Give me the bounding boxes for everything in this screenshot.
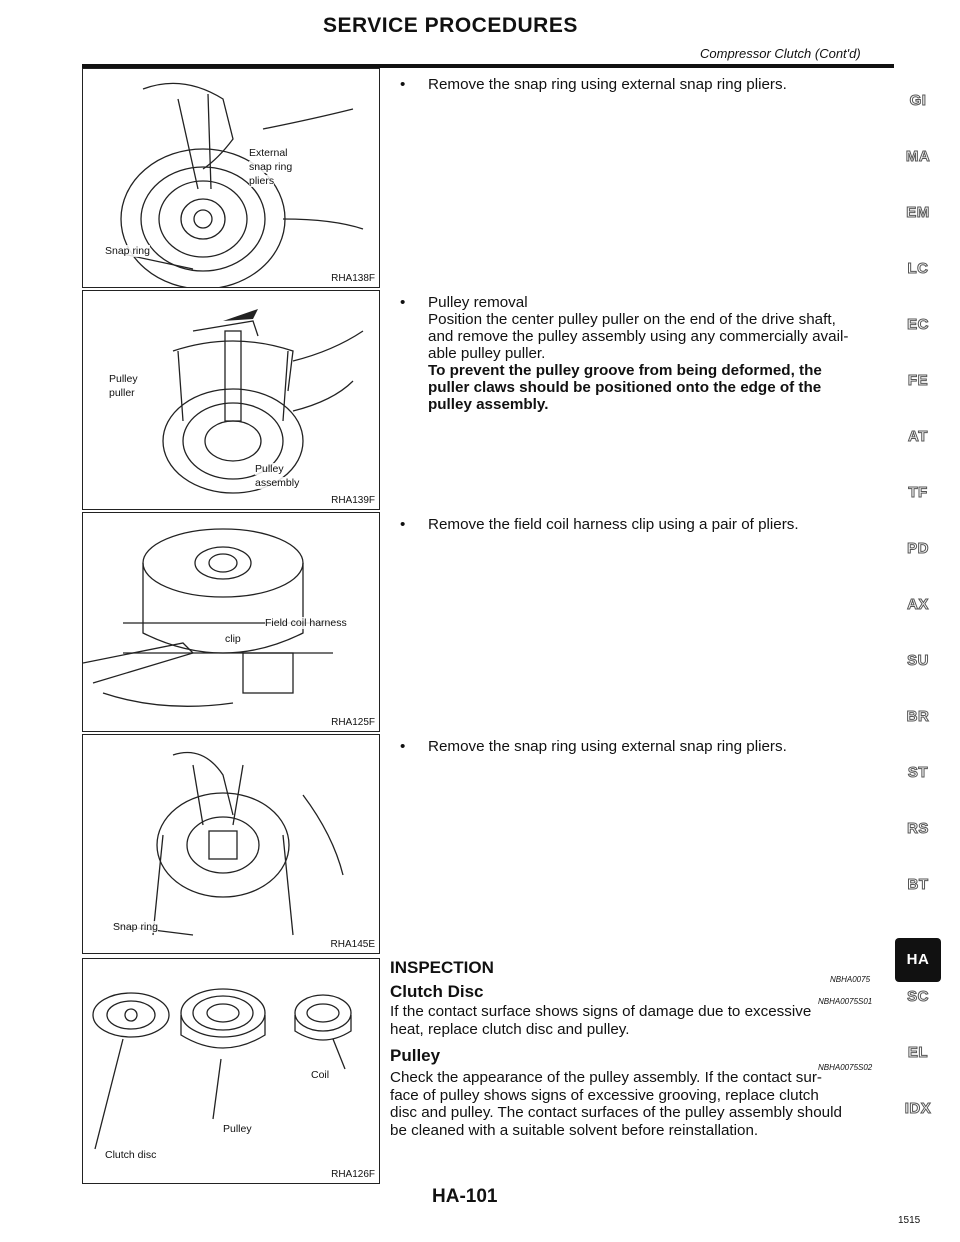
pulley-ref: NBHA0075S02 [818, 1063, 873, 1072]
figure-snap-ring-removal-2 [82, 734, 380, 954]
tab-ec[interactable]: EC [907, 316, 929, 333]
label-external: External [249, 147, 288, 159]
tab-el[interactable]: EL [907, 1044, 929, 1061]
section-subtitle: Compressor Clutch (Cont'd) [700, 46, 861, 61]
tab-at[interactable]: AT [908, 428, 928, 445]
step-line: Position the center pulley puller on the end of the drive shaft, [428, 311, 836, 328]
step-text: Remove the field coil harness clip using a pair of pliers. [428, 516, 799, 533]
label-puller: puller [109, 387, 135, 399]
step-warning: To prevent the pulley groove from being deformed, the [428, 362, 822, 379]
step-text: Remove the snap ring using external snap ring pliers. [428, 738, 787, 755]
clutch-disc-ref: NBHA0075S01 [818, 997, 873, 1006]
label-pliers: pliers [249, 175, 275, 187]
paragraph-line: Check the appearance of the pulley assembly. If the contact sur- [390, 1069, 822, 1086]
page-code: HA-101 [432, 1186, 498, 1207]
step-remove-harness-clip [400, 516, 890, 533]
step-heading: Pulley removal [428, 294, 528, 311]
label-snap-ring-1: snap ring [249, 161, 293, 173]
figure-pulley-removal [82, 290, 380, 510]
inspection-heading: INSPECTION [390, 958, 494, 977]
clutch-disc-text [390, 1003, 880, 1038]
figure-code: RHA145E [330, 939, 375, 950]
label-coil: Coil [311, 1069, 330, 1081]
bullet: • [400, 516, 406, 533]
tab-bt[interactable]: BT [907, 876, 929, 893]
label-pulley: Pulley [109, 373, 138, 385]
figure-field-coil-harness [82, 512, 380, 732]
figure-code: RHA126F [331, 1169, 375, 1180]
label-pulley-2: Pulley [255, 463, 284, 475]
section-tabs [893, 92, 943, 1156]
tab-ma[interactable]: MA [905, 148, 931, 165]
tab-tf[interactable]: TF [908, 484, 928, 501]
page-number: 1515 [898, 1215, 921, 1226]
bullet: • [400, 738, 406, 755]
label-clip: clip [225, 633, 241, 645]
bullet: • [400, 294, 406, 311]
step-text: Remove the snap ring using external snap ring pliers. [428, 76, 787, 93]
label-snap-ring: Snap ring [105, 245, 150, 257]
tab-idx[interactable]: IDX [904, 1100, 932, 1117]
tab-fe[interactable]: FE [907, 372, 929, 389]
tab-ax[interactable]: AX [907, 596, 929, 613]
step-line: able pulley puller. [428, 345, 546, 362]
paragraph-line: disc and pulley. The contact surfaces of the pulley assembly should [390, 1104, 842, 1121]
label-snap-ring: Snap ring [113, 921, 158, 933]
figure-code: RHA125F [331, 717, 375, 728]
tab-pd[interactable]: PD [907, 540, 929, 557]
bullet: • [400, 76, 406, 93]
paragraph-line: face of pulley shows signs of excessive grooving, replace clutch [390, 1086, 819, 1104]
tab-br[interactable]: BR [906, 708, 930, 725]
paragraph-line: If the contact surface shows signs of damage due to excessive [390, 1003, 812, 1020]
step-pulley-removal [400, 294, 890, 413]
figure-snap-ring-removal [82, 68, 380, 288]
paragraph-line: be cleaned with a suitable solvent before reinstallation. [390, 1121, 759, 1139]
step-line: and remove the pulley assembly using any commercially avail- [428, 328, 849, 345]
label-clutch-disc: Clutch disc [105, 1149, 157, 1161]
tab-st[interactable]: ST [907, 764, 929, 781]
tab-sc[interactable]: SC [907, 988, 929, 1005]
page-title: SERVICE PROCEDURES [323, 14, 578, 37]
step-remove-snap-ring [400, 76, 890, 93]
figure-clutch-parts [82, 958, 380, 1184]
pulley-text [390, 1069, 880, 1139]
figure-code: RHA139F [331, 495, 375, 506]
figure-illustration [83, 291, 379, 509]
pulley-heading: Pulley [390, 1046, 441, 1065]
tab-gi[interactable]: GI [909, 92, 927, 109]
clutch-disc-heading: Clutch Disc [390, 982, 484, 1001]
tab-ha[interactable]: HA [895, 938, 941, 982]
step-warning: pulley assembly. [428, 396, 549, 413]
label-field-coil-harness: Field coil harness [265, 617, 347, 629]
tab-rs[interactable]: RS [907, 820, 929, 837]
paragraph-line: heat, replace clutch disc and pulley. [390, 1020, 630, 1038]
tab-lc[interactable]: LC [907, 260, 929, 277]
step-remove-snap-ring-2 [400, 738, 890, 755]
step-warning: puller claws should be positioned onto the edge of the [428, 379, 822, 396]
figure-code: RHA138F [331, 273, 375, 284]
tab-su[interactable]: SU [907, 652, 929, 669]
inspection-ref: NBHA0075 [830, 975, 871, 984]
tab-em[interactable]: EM [906, 204, 930, 221]
label-assembly: assembly [255, 477, 300, 489]
label-pulley: Pulley [223, 1123, 252, 1135]
